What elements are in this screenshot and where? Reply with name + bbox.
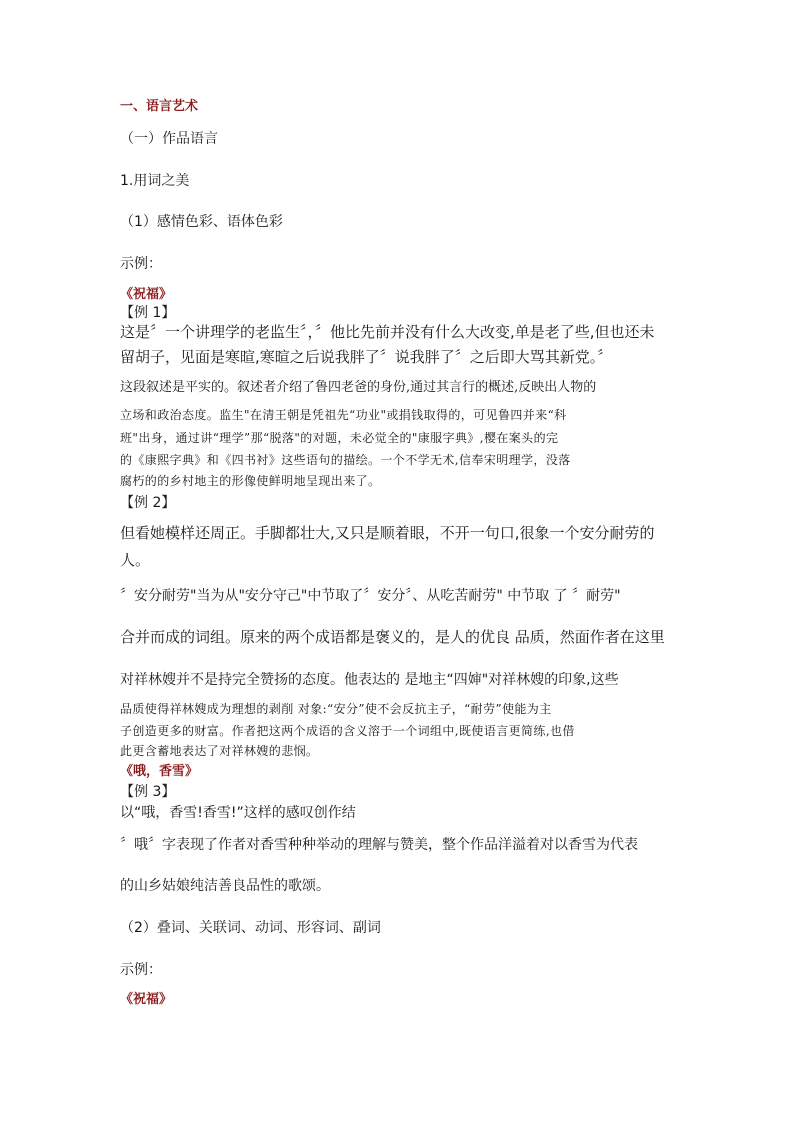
example-number: 【例 2】 xyxy=(120,495,176,511)
subsection-heading: （一）作品语言 xyxy=(120,131,218,147)
analysis-line: 的山乡姑娘纯洁善良品性的歌颂。 xyxy=(120,878,330,894)
example-label: 示例： xyxy=(120,962,162,978)
analysis-line: 〞安分耐劳"当为从"安分守己"中节取了〞安分〞、从吃苦耐劳" 中节取 了 〞耐劳" xyxy=(120,588,621,604)
analysis-line: 〞哦〞字表现了作者对香雪种种举动的理解与赞美，整个作品洋溢着对以香雪为代表 xyxy=(120,837,638,853)
example-quote: 以“哦，香雪!香雪!”这样的感叹创作结 xyxy=(120,805,356,821)
analysis-line: 这段叙述是平实的。叙述者介绍了鲁四老爸的身份,通过其言行的概述,反映出人物的 xyxy=(120,380,597,395)
analysis-line: 班"出身，通过讲“理学”那“脱落"的对题，未必觉全的"康服字典》,樱在案头的完 xyxy=(120,431,559,445)
analysis-line: 腐朽的的乡村地主的形像使鲜明地呈现出来了。 xyxy=(120,474,381,488)
analysis-line: 的《康熙字典》和《四书衬》这些语句的描绘。一个不学无术,信奉宋明理学，没落 xyxy=(120,453,571,467)
section-heading: 一、语言艺术 xyxy=(120,99,199,114)
example-quote: 人。 xyxy=(120,551,151,569)
analysis-line: 对祥林嫂并不是持完全赞扬的态度。他表达的 是地主“四婶"对祥林嫂的印象,这些 xyxy=(120,672,619,688)
example-quote: 留胡子，见面是寒暄,寒暄之后说我胖了〞说我胖了〞之后即大骂其新党。〞 xyxy=(120,348,613,366)
example-quote: 这是〞一个讲理学的老监生〞，〞他比先前并没有什么大改变,单是老了些,但也还未 xyxy=(120,323,655,341)
example-number: 【例 3】 xyxy=(120,784,176,800)
example-label: 示例： xyxy=(120,256,162,272)
subpoint-heading: （1）感情色彩、语体色彩 xyxy=(120,214,283,230)
analysis-line: 立场和政治态度。监生"在清王朝是凭祖先“功业"或捐钱取得的，可见鲁四并来“科 xyxy=(120,408,567,422)
work-title: 《祝福》 xyxy=(120,287,173,302)
point-heading: 1.用词之美 xyxy=(120,173,190,189)
analysis-line: 此更含蓄地表达了对祥林嫂的悲悯。 xyxy=(120,744,319,758)
work-title: 《祝福》 xyxy=(120,992,173,1007)
analysis-line: 品质使得祥林嫂成为理想的剥削 对象:“安分”使不会反抗主子，“耐劳”使能为主 xyxy=(120,702,552,716)
work-title: 《哦，香雪》 xyxy=(120,764,199,779)
example-quote: 但看她模样还周正。手脚都壮大,又只是顺着眼，不开一句口,很象一个安分耐劳的 xyxy=(120,524,655,542)
analysis-line: 合并而成的词组。原来的两个成语都是褒义的，是人的优良 品质，然面作者在这里 xyxy=(120,628,665,646)
subpoint-heading: （2）叠词、关联词、动词、形容词、副词 xyxy=(120,920,381,936)
example-number: 【例 1】 xyxy=(120,305,176,321)
analysis-line: 子创造更多的财富。作者把这两个成语的含义溶于一个词组中,既使语言更简练,也借 xyxy=(120,724,575,738)
